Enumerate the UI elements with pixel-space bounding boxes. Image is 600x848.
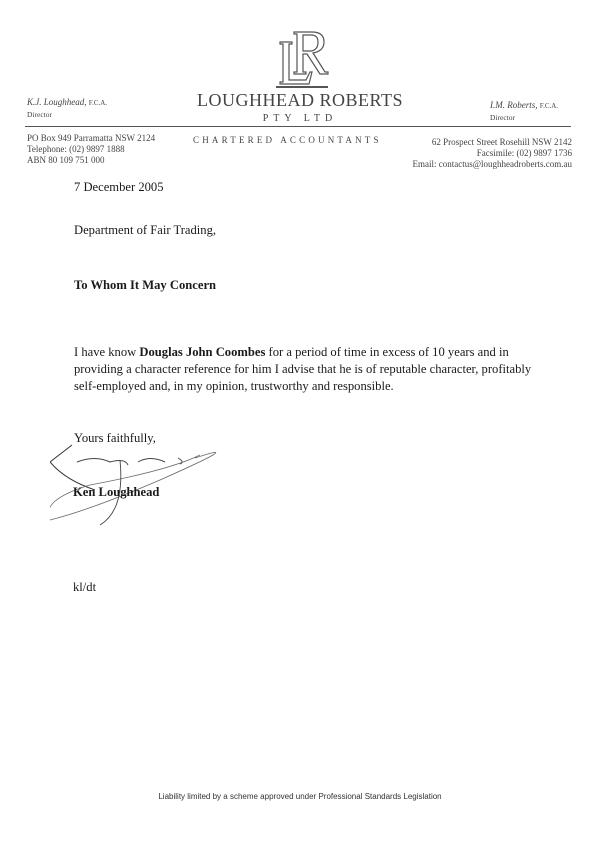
header-rule <box>25 126 571 127</box>
lr-monogram-logo <box>272 28 332 90</box>
letter-body <box>74 344 531 395</box>
left-director-name: K.J. Loughhead, <box>27 97 87 107</box>
right-director-title: Director <box>490 113 515 122</box>
firm-suffix: PTY LTD <box>262 113 338 124</box>
left-director-postnominal: F.C.A. <box>88 99 108 107</box>
right-director-postnominal: F.C.A. <box>539 102 559 110</box>
email: Email: contactus@loughheadroberts.com.au <box>412 159 572 169</box>
reference: kl/dt <box>73 580 97 594</box>
body-text: self-employed and, in my opinion, trustworthy and responsible. <box>74 379 394 393</box>
street-address: 62 Prospect Street Rosehill NSW 2142 <box>431 137 572 147</box>
right-director <box>490 100 558 123</box>
right-director-name: I.M. Roberts, <box>490 100 538 110</box>
left-director <box>27 97 107 120</box>
subject-name: Douglas John Coombes <box>139 345 266 359</box>
left-address <box>27 133 155 166</box>
letter-heading: To Whom It May Concern <box>74 278 217 292</box>
left-director-title: Director <box>27 110 52 119</box>
body-text: for a period of time in excess of 10 years and in <box>265 345 509 359</box>
recipient: Department of Fair Trading, <box>74 223 217 237</box>
footer-liability: Liability limited by a scheme approved under Professional Standards Legislation <box>158 792 442 801</box>
facsimile: Facsimile: (02) 9897 1736 <box>476 148 572 158</box>
profession: CHARTERED ACCOUNTANTS <box>193 135 382 145</box>
abn: ABN 80 109 751 000 <box>27 155 105 165</box>
body-text: providing a character reference for him I advise that he is of reputable character, profitably <box>74 362 532 376</box>
po-box: PO Box 949 Parramatta NSW 2124 <box>27 133 156 143</box>
signatory: Ken Loughhead <box>73 485 160 499</box>
closing: Yours faithfully, <box>74 431 156 445</box>
telephone: Telephone: (02) 9897 1888 <box>27 144 125 154</box>
letter-date: 7 December 2005 <box>74 180 164 194</box>
right-address <box>413 137 573 170</box>
body-text: I have know <box>74 345 140 359</box>
firm-name: LOUGHHEAD ROBERTS <box>197 90 403 110</box>
